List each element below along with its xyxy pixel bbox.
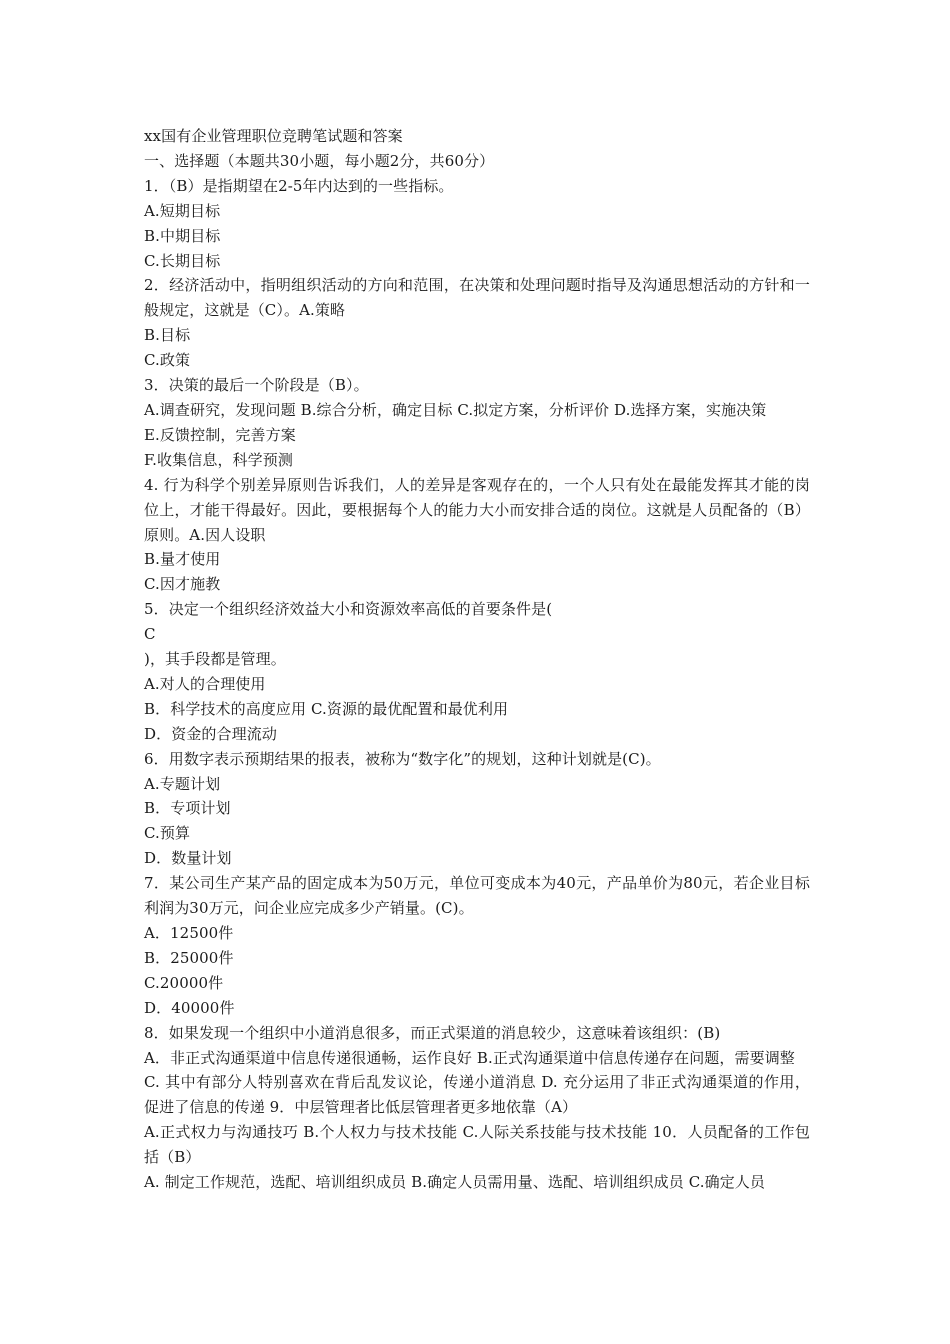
option-line: A．非正式沟通渠道中信息传递很通畅，运作良好 B.正式沟通渠道中信息传递存在问题，需要调整 bbox=[144, 1048, 795, 1067]
question-7: 7．某公司生产某产品的固定成本为50万元，单位可变成本为40元，产品单价为80元，若企业目标利润为30万元，问企业应完成多少产销量。(C)。 bbox=[144, 874, 810, 918]
option-line: A.调查研究，发现问题 B.综合分析，确定目标 C.拟定方案，分析评价 D.选择方案，实施决策 bbox=[144, 400, 767, 419]
question-5-answer: C bbox=[144, 625, 156, 644]
option-line: A. 制定工作规范，选配、培训组织成员 B.确定人员需用量、选配、培训组织成员 C.确定人员 bbox=[144, 1173, 766, 1192]
question-2: 2．经济活动中，指明组织活动的方向和范围，在决策和处理问题时指导及沟通思想活动的方针和一般规定，这就是（C）。A.策略 bbox=[144, 276, 810, 320]
question-3: 3．决策的最后一个阶段是（B）。 bbox=[144, 376, 369, 395]
question-8: 8．如果发现一个组织中小道消息很多，而正式渠道的消息较少，这意味着该组织：(B) bbox=[144, 1023, 721, 1042]
option-line: B．25000件 bbox=[144, 948, 234, 967]
option-line: C.长期目标 bbox=[144, 251, 221, 270]
option-line: C.预算 bbox=[144, 824, 191, 843]
option-line: F.收集信息，科学预测 bbox=[144, 450, 293, 469]
option-line: C.政策 bbox=[144, 351, 191, 370]
document-title: xx国有企业管理职位竞聘笔试题和答案 bbox=[144, 127, 403, 145]
option-line: D．数量计划 bbox=[144, 849, 232, 868]
option-line: A．12500件 bbox=[144, 924, 234, 942]
option-line: B．科学技术的高度应用 C.资源的最优配置和最优利用 bbox=[144, 699, 509, 718]
option-line: B.中期目标 bbox=[144, 226, 221, 245]
question-6: 6．用数字表示预期结果的报表，被称为“数字化”的规划，这种计划就是(C)。 bbox=[144, 749, 661, 768]
option-line: B.量才使用 bbox=[144, 550, 221, 569]
option-line: A.对人的合理使用 bbox=[144, 674, 266, 693]
document-body bbox=[144, 124, 810, 1195]
option-line: E.反馈控制，完善方案 bbox=[144, 425, 296, 444]
option-line: A.短期目标 bbox=[144, 201, 221, 220]
option-line: D．40000件 bbox=[144, 998, 235, 1017]
option-line: B.目标 bbox=[144, 326, 191, 345]
option-line: D．资金的合理流动 bbox=[144, 724, 277, 743]
section-heading: 一、选择题（本题共30小题，每小题2分，共60分） bbox=[144, 151, 495, 170]
option-line: A.专题计划 bbox=[144, 774, 221, 793]
option-line: B．专项计划 bbox=[144, 799, 231, 818]
option-line: C.因才施教 bbox=[144, 575, 221, 594]
option-line: C. 其中有部分人特别喜欢在背后乱发议论，传递小道消息 D. 充分运用了非正式沟通渠道的作用，促进了信息的传递 9．中层管理者比低层管理者更多地依靠（A） bbox=[144, 1073, 810, 1117]
question-1: 1．（B）是指期望在2-5年内达到的一些指标。 bbox=[144, 176, 454, 195]
question-5-continuation: )，其手段都是管理。 bbox=[144, 650, 286, 669]
question-4: 4. 行为科学个别差异原则告诉我们，人的差异是客观存在的，一个人只有处在最能发挥其才能的岗位上，才能干得最好。因此，要根据每个人的能力大小而安排合适的岗位。这就是人员配备的（B）原则。A.因人设职 bbox=[144, 475, 810, 544]
option-line: A.正式权力与沟通技巧 B.个人权力与技术技能 C.人际关系技能与技术技能 10．人员配备的工作包括（B） bbox=[144, 1123, 810, 1167]
option-line: C.20000件 bbox=[144, 973, 224, 992]
question-5: 5．决定一个组织经济效益大小和资源效率高低的首要条件是( bbox=[144, 600, 553, 619]
